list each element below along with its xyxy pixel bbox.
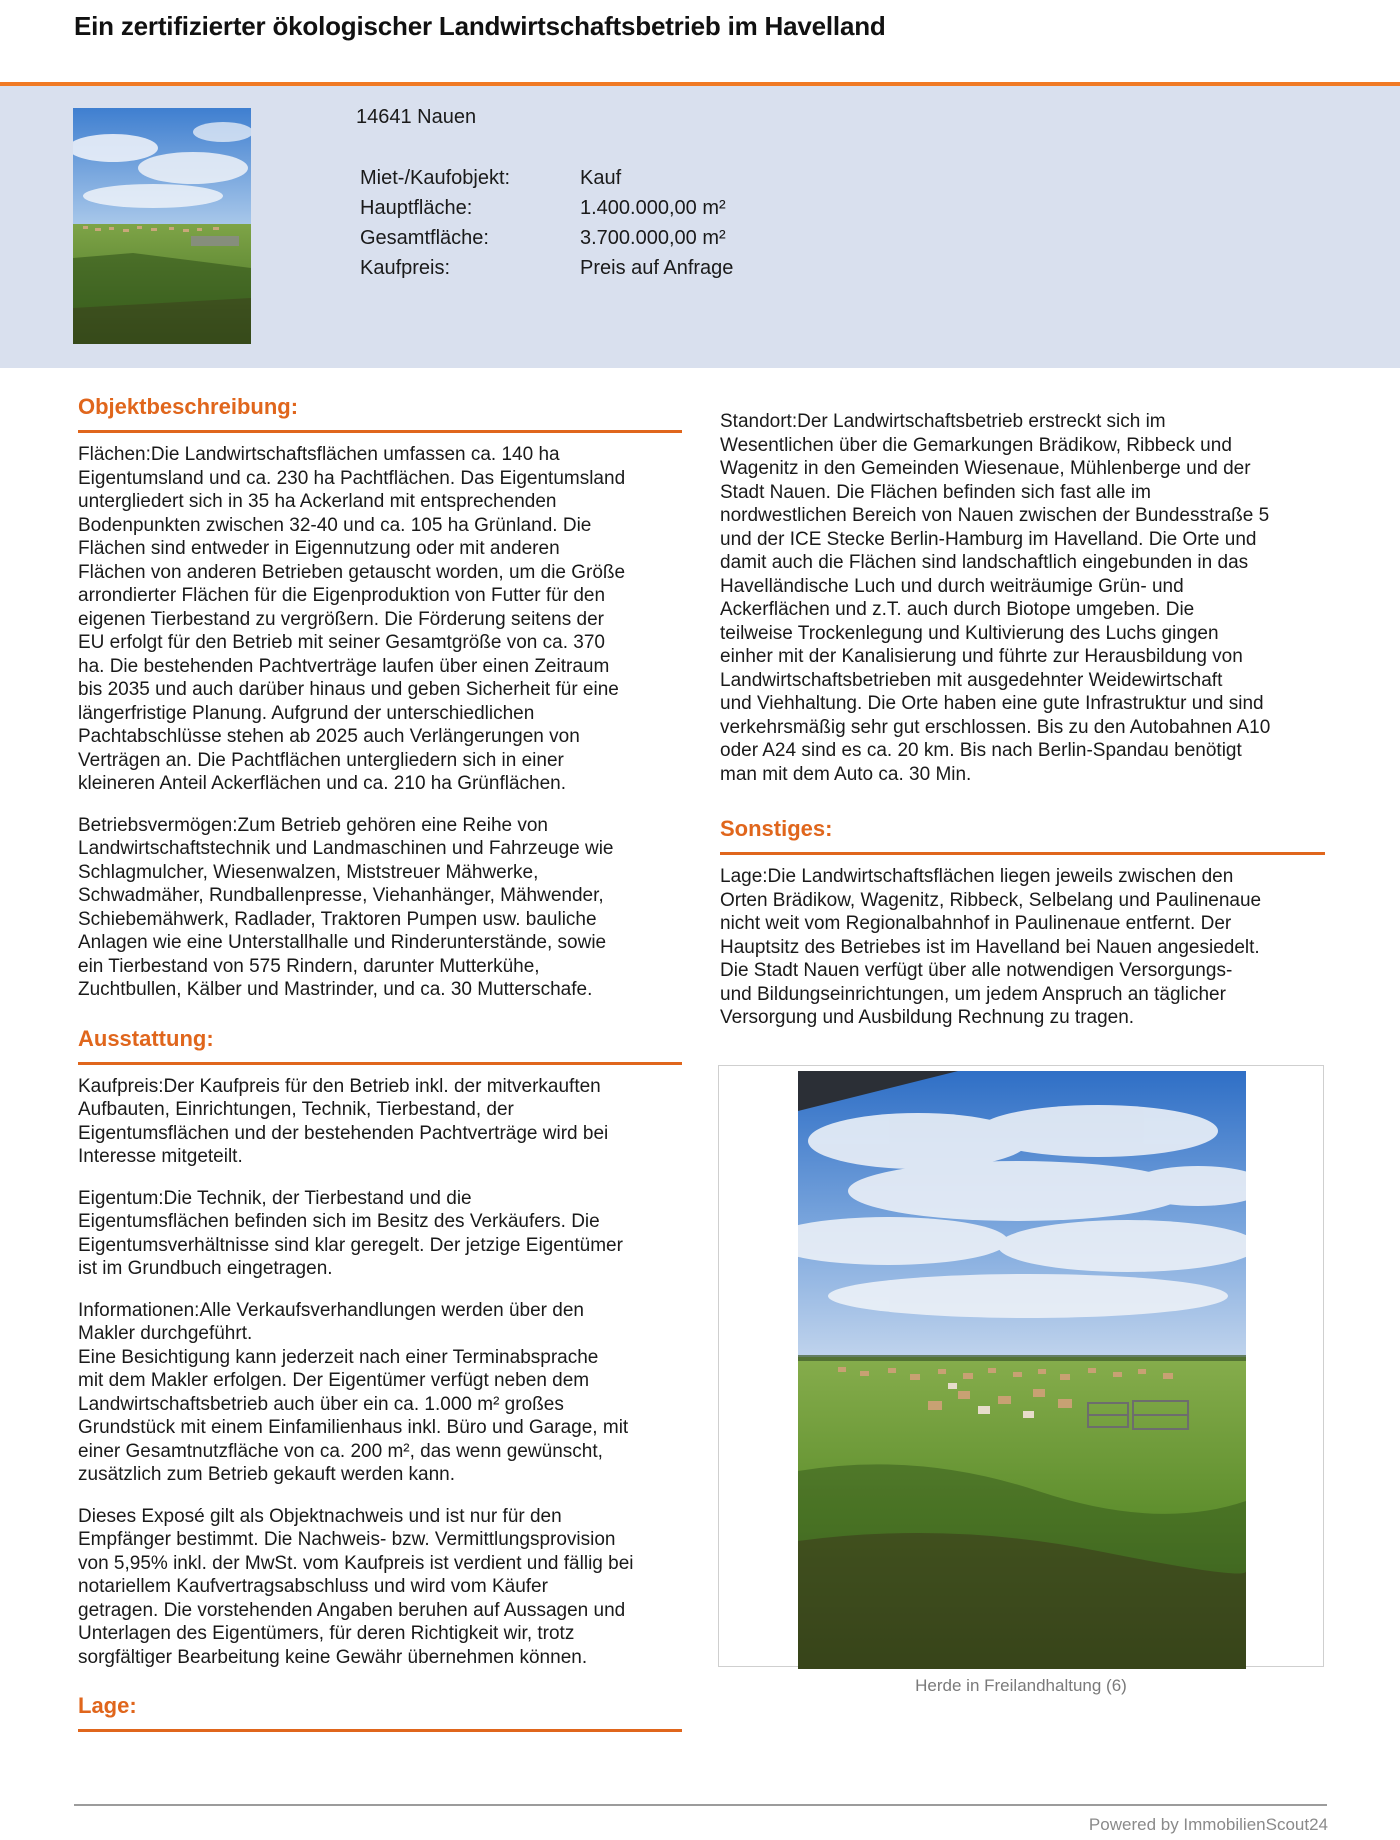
fact-value: Preis auf Anfrage bbox=[580, 257, 734, 279]
page-title: Ein zertifizierter ökologischer Landwirtschaftsbetrieb im Havelland bbox=[74, 11, 886, 41]
fact-row-gesamtflaeche bbox=[360, 225, 880, 255]
ausstattung-heading: Ausstattung: bbox=[78, 1024, 682, 1065]
flaechen-paragraph: Flächen:Die Landwirtschaftsflächen umfassen ca. 140 ha Eigentumsland und ca. 230 ha Pachtflächen. Das Eigentumsland untergliedert sich in 35 ha Ackerland mit entsprechenden Bodenpunkten zwischen 32-40 und ca. 105 ha Grünland. Die Flächen sind entweder in Eigennutzung oder mit anderen Flächen von anderen Betrieben getauscht worden, um die Größe arrondierter Flächen für die Eigenproduktion von Futter für den eigenen Tierbestand zu vergrößern. Die Förderung seitens der EU erfolgt für den Betrieb mit seiner Gesamtgröße von ca. 370 ha. Die bestehenden Pachtverträge laufen über einen Zeitraum bis 2035 und auch darüber hinaus und geben Sicherheit für eine längerfristige Planung. Aufgrund der unterschiedlichen Pachtabschlüsse stehen ab 2025 auch Verlängerungen von Verträgen an. Die Pachtflächen untergliedern sich in einer kleineren Anteil Ackerflächen und ca. 210 ha Grünflächen. bbox=[78, 444, 626, 794]
eigentum-paragraph: Eigentum:Die Technik, der Tierbestand und die Eigentumsflächen befinden sich im Besitz des Verkäufers. Die Eigentumsverhältnisse sind klar geregelt. Der jetzige Eigentümer ist im Grundbuch eingetragen. bbox=[78, 1187, 623, 1279]
standort-paragraph: Standort:Der Landwirtschaftsbetrieb erstreckt sich im Wesentlichen über die Gemarkungen Brädikow, Ribbeck und Wagenitz in den Gemeinden Wiesenaue, Mühlenberge und der Stadt Nauen. Die Flächen befinden sich fast alle im nordwestlichen Bereich von Nauen zwischen der Bundesstraße 5 und der ICE Stecke Berlin-Hamburg im Havelland. Die Orte und damit auch die Flächen sind landschaftlich eingebunden in das Havelländische Luch und durch weiträumige Grün- und Ackerflächen und z.T. auch durch Biotope umgeben. Die teilweise Trockenlegung und Kultivierung des Luchs gingen einher mit der Kanalisierung und führte zur Herausbildung von Landwirtschaftsbetrieben mit ausgedehnter Weidewirtschaft und Viehhaltung. Die Orte haben eine gute Infrastruktur und sind verkehrsmäßig sehr gut erschlossen. Bis zu den Autobahnen A10 oder A24 sind es ca. 20 km. Bis nach Berlin-Spandau benötigt man mit dem Auto ca. 30 Min. bbox=[720, 411, 1271, 785]
kaufpreis-paragraph: Kaufpreis:Der Kaufpreis für den Betrieb inkl. der mitverkauften Aufbauten, Einrichtungen, Technik, Tierbestand, der Eigentumsflächen und der bestehenden Pachtverträge wird bei Interesse mitgeteilt. bbox=[78, 1075, 609, 1167]
fact-label: Miet-/Kaufobjekt: bbox=[360, 167, 511, 189]
left-column bbox=[78, 392, 682, 1742]
listing-thumbnail[interactable] bbox=[73, 108, 251, 344]
betriebsvermoegen-paragraph: Betriebsvermögen:Zum Betrieb gehören eine Reihe von Landwirtschaftstechnik und Landmaschinen und Fahrzeuge wie Schlagmulcher, Wiesenwalzen, Miststreuer Mähwerke, Schwadmäher, Rundballenpresse, Viehanhänger, Mähwender, Schiebemähwerk, Radlader, Traktoren Pumpen usw. bauliche Anlagen wie eine Unterstallhalle und Rinderunterstände, sowie ein Tierbestand von 575 Rindern, darunter Mutterkühe, Zuchtbullen, Kälber und Mastrinder, und ca. 30 Mutterschafe. bbox=[78, 814, 614, 1000]
powered-by-label: Powered by ImmobilienScout24 bbox=[1088, 1815, 1328, 1834]
herd-photo bbox=[798, 1071, 1246, 1669]
fact-value: 1.400.000,00 m² bbox=[580, 197, 726, 219]
listing-address: 14641 Nauen bbox=[356, 106, 477, 128]
fact-value: 3.700.000,00 m² bbox=[580, 227, 726, 249]
fact-label: Hauptfläche: bbox=[360, 197, 473, 219]
gallery-photo-frame[interactable] bbox=[718, 1065, 1324, 1667]
right-column bbox=[720, 410, 1325, 1048]
expose-disclaimer-paragraph: Dieses Exposé gilt als Objektnachweis und ist nur für den Empfänger bestimmt. Die Nachweis- bzw. Vermittlungsprovision von 5,95% inkl. der MwSt. vom Kaufpreis ist verdient und fällig bei notariellem Kaufvertragsabschluss und wird vom Käufer getragen. Die vorstehenden Angaben beruhen auf Aussagen und Unterlagen des Eigentümers, für deren Richtigkeit wir, trotz sorgfältiger Bearbeitung keine Gewähr übernehmen können. bbox=[78, 1505, 634, 1668]
fact-row-hauptflaeche bbox=[360, 195, 880, 225]
pasture-thumbnail-image bbox=[73, 108, 251, 344]
fact-row-miet-kaufobjekt bbox=[360, 165, 880, 195]
herd-landscape-image bbox=[798, 1071, 1246, 1669]
sonstiges-paragraph: Lage:Die Landwirtschaftsflächen liegen jeweils zwischen den Orten Brädikow, Wagenitz, Ribbeck, Selbelang und Paulinenaue nicht weit vom Regionalbahnhof in Paulinenaue entfernt. Der Hauptsitz des Betriebes ist im Havelland bei Nauen angesiedelt. Die Stadt Nauen verfügt über alle notwendigen Versorgungs- und Bildungseinrichtungen, um jedem Anspruch an täglicher Versorgung und Ausbildung Rechnung zu tragen. bbox=[720, 866, 1262, 1028]
sonstiges-heading: Sonstiges: bbox=[720, 814, 1325, 855]
fact-row-kaufpreis bbox=[360, 255, 880, 285]
informationen-paragraph: Informationen:Alle Verkaufsverhandlungen werden über den Makler durchgeführt. Eine Besichtigung kann jederzeit nach einer Terminabsprache mit dem Makler erfolgen. Der Eigentümer verfügt neben dem Landwirtschaftsbetrieb auch über ein ca. 1.000 m² großes Grundstück mit einem Einfamilienhaus inkl. Büro und Garage, mit einer Gesamtnutzfläche von ca. 200 m², das wenn gewünscht, zusätzlich zum Betrieb gekauft werden kann. bbox=[78, 1299, 629, 1485]
photo-caption: Herde in Freilandhaltung (6) bbox=[915, 1676, 1127, 1695]
fact-label: Kaufpreis: bbox=[360, 257, 451, 279]
lage-heading: Lage: bbox=[78, 1691, 682, 1732]
fact-value: Kauf bbox=[580, 167, 622, 189]
footer-divider bbox=[74, 1804, 1327, 1806]
key-facts bbox=[360, 165, 880, 285]
objektbeschreibung-heading: Objektbeschreibung: bbox=[78, 392, 682, 433]
fact-label: Gesamtfläche: bbox=[360, 227, 489, 249]
